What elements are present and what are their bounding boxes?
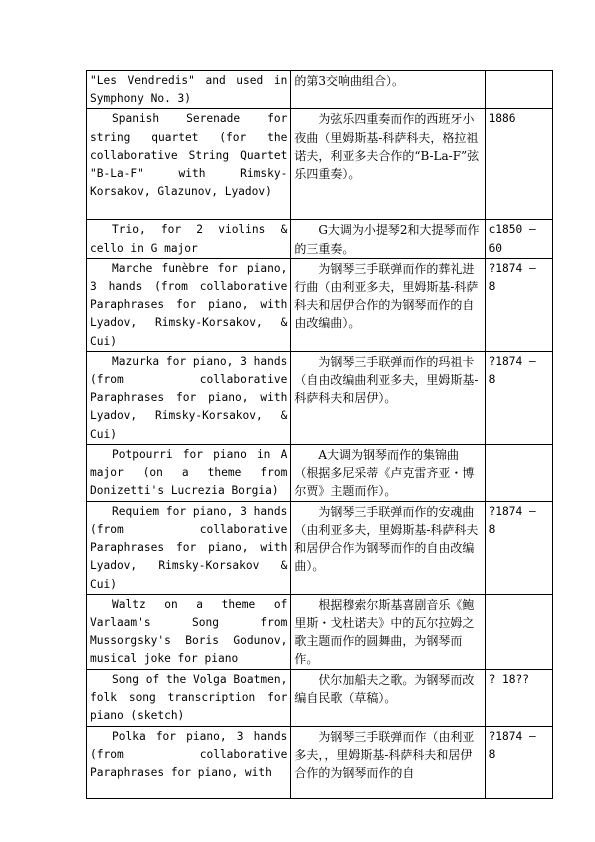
chinese-description-cell: 为钢琴三手联弹而作的葬礼进行曲（由利亚多夫，里姆斯基-科萨科夫和居伊合作的为钢琴而作的自由改编曲）。 (291, 258, 485, 351)
table-row (87, 594, 553, 669)
chinese-description-cell: G大调为小提琴2和大提琴而作的三重奏。 (291, 220, 485, 258)
date-cell: 1886 (485, 109, 552, 220)
english-title-cell: Waltz on a theme of Varlaam's Song from Mussorgsky's Boris Godunov, musical joke for piano (87, 594, 291, 669)
english-title-cell: "Les Vendredis" and used in Symphony No. 3) (87, 71, 291, 109)
table-row (87, 351, 553, 444)
table-row (87, 444, 553, 501)
date-cell: ?1874 – 8 (485, 501, 552, 594)
date-cell: ?1874 – 8 (485, 351, 552, 444)
chinese-description-cell: A大调为钢琴而作的集锦曲（根据多尼采蒂《卢克雷齐亚・博尔贾》主题而作）。 (291, 444, 485, 501)
chinese-description-cell: 根据穆索尔斯基喜剧音乐《鲍里斯・戈杜诺夫》中的瓦尔拉姆之歌主题而作的圆舞曲，为钢琴而作。 (291, 594, 485, 669)
chinese-description-cell: 为弦乐四重奏而作的西班牙小夜曲（里姆斯基-科萨科夫，格拉祖诺夫，利亚多夫合作的“B-La-F”弦乐四重奏）。 (291, 109, 485, 220)
chinese-description-cell: 为钢琴三手联弹而作（由利亚多夫，，里姆斯基-科萨科夫和居伊合作的为钢琴而作的自 (291, 726, 485, 798)
chinese-description-cell: 为钢琴三手联弹而作的安魂曲（由利亚多夫，里姆斯基-科萨科夫和居伊合作为钢琴而作的自由改编曲）。 (291, 501, 485, 594)
english-title-cell: Trio, for 2 violins & cello in G major (87, 220, 291, 258)
table-row (87, 669, 553, 726)
table-row (87, 109, 553, 220)
chinese-description-cell: 伏尔加船夫之歌。为钢琴而改编自民歌（草稿）。 (291, 669, 485, 726)
table-row (87, 71, 553, 109)
date-cell: c1850 – 60 (485, 220, 552, 258)
english-title-cell: Marche funèbre for piano, 3 hands (from collaborative Paraphrases for piano, with Lyadov, Rimsky-Korsakov, & Cui) (87, 258, 291, 351)
chinese-description-cell: 的第3交响曲组合）。 (291, 71, 485, 109)
english-title-cell: Spanish Serenade for string quartet (for the collaborative String Quartet "B-La-F" with Rimsky-Korsakov, Glazunov, Lyadov) (87, 109, 291, 220)
table-row (87, 501, 553, 594)
table-row (87, 220, 553, 258)
english-title-cell: Polka for piano, 3 hands (from collaborative Paraphrases for piano, with (87, 726, 291, 798)
english-title-cell: Potpourri for piano in A major (on a theme from Donizetti's Lucrezia Borgia) (87, 444, 291, 501)
date-cell: ? 18?? (485, 669, 552, 726)
chinese-description-cell: 为钢琴三手联弹而作的玛祖卡（自由改编曲利亚多夫，里姆斯基-科萨科夫和居伊）。 (291, 351, 485, 444)
date-cell (485, 444, 552, 501)
works-table (86, 70, 553, 799)
date-cell: ?1874 – 8 (485, 258, 552, 351)
date-cell (485, 71, 552, 109)
english-title-cell: Requiem for piano, 3 hands (from collaborative Paraphrases for piano, with Lyadov, Rimsky-Korsakov & Cui) (87, 501, 291, 594)
english-title-cell: Song of the Volga Boatmen, folk song transcription for piano (sketch) (87, 669, 291, 726)
english-title-cell: Mazurka for piano, 3 hands (from collaborative Paraphrases for piano, with Lyadov, Rimsky-Korsakov, & Cui) (87, 351, 291, 444)
table-row (87, 726, 553, 798)
table-row (87, 258, 553, 351)
date-cell (485, 594, 552, 669)
date-cell: ?1874 – 8 (485, 726, 552, 798)
